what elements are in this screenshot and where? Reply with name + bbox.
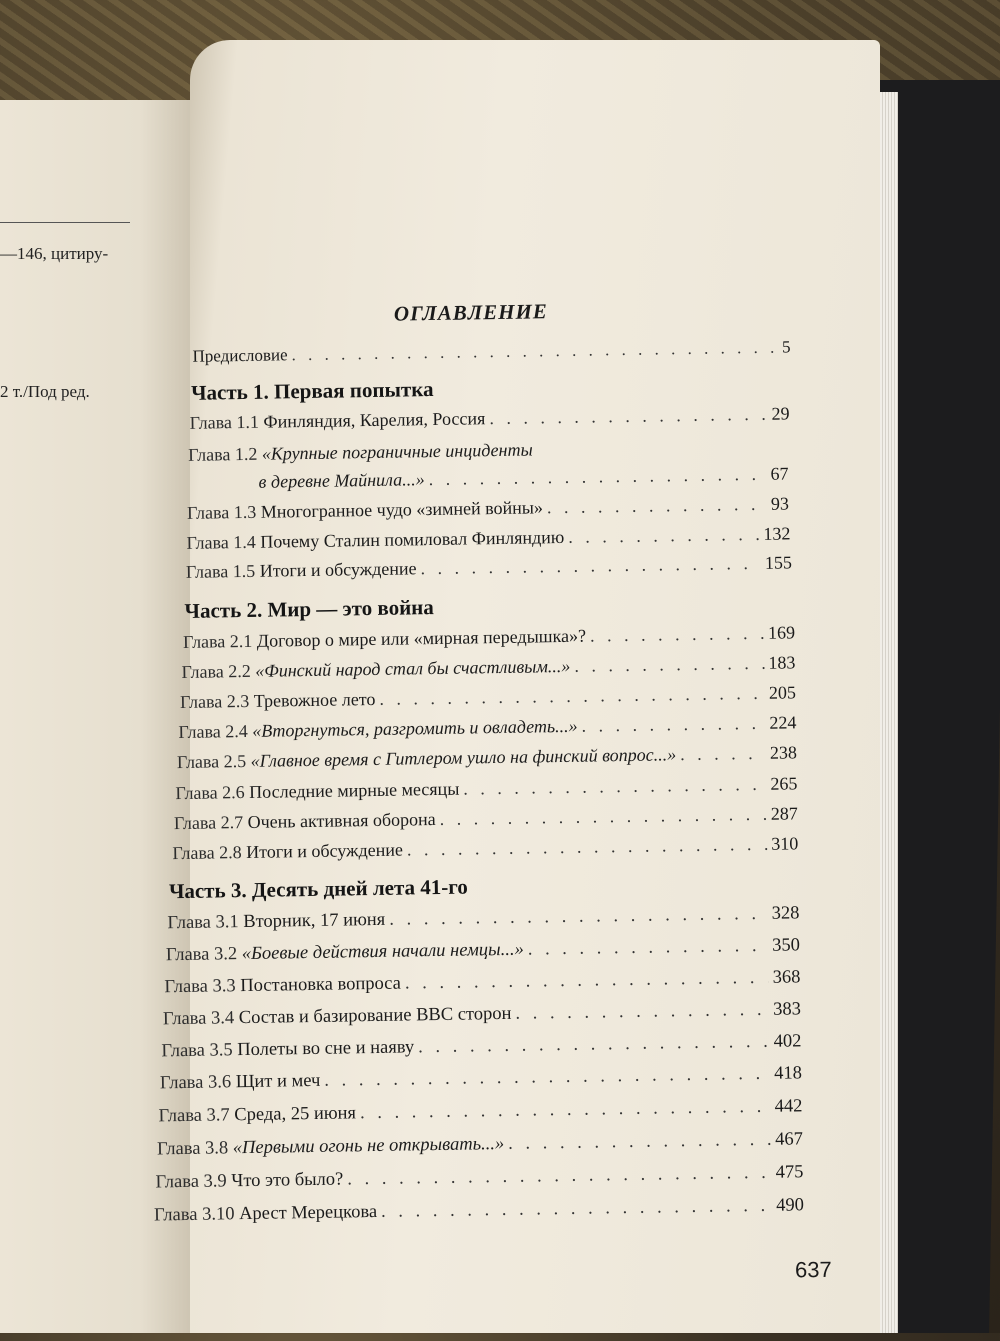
chapter-number: Глава 3.3: [164, 976, 236, 998]
chapter-title: «Главное время с Гитлером ушло на финский вопрос...»: [250, 744, 677, 771]
left-page-line: 2 т./Под ред.: [0, 382, 90, 401]
toc-row: [186, 523, 790, 553]
leader-dots: [381, 1196, 772, 1223]
toc-part-heading: Часть 3. Десять дней лета 41-го: [168, 874, 468, 904]
toc-row: [174, 803, 798, 834]
chapter-number: Глава 3.10: [153, 1204, 235, 1226]
chapter-number: Глава 1.4: [186, 531, 256, 553]
chapter-title: Состав и базирование ВВС сторон: [238, 1003, 512, 1029]
chapter-number: Глава 3.6: [159, 1072, 232, 1094]
chapter-number: Глава 1.3: [186, 501, 257, 523]
toc-row: [189, 403, 789, 433]
left-page-line: —146, цитиру-: [0, 244, 109, 263]
leader-dots: [428, 464, 766, 490]
leader-dots: [590, 623, 764, 647]
chapter-title: Договор о мире или «мирная передышка»?: [256, 625, 587, 651]
leader-dots: [291, 338, 778, 366]
toc-page-number: 402: [773, 1031, 802, 1052]
toc-row: [172, 833, 798, 864]
toc-row: [183, 622, 795, 653]
chapter-title: Постановка вопроса: [240, 973, 402, 997]
chapter-title: Вторник, 17 июня: [243, 909, 386, 933]
toc-row: [167, 903, 799, 934]
chapter-title-continuation: в деревне Майнила...»: [258, 469, 425, 492]
chapter-title: Почему Сталин помиловал Финляндию: [260, 526, 565, 552]
toc-entry-title: Предисловие: [192, 345, 288, 366]
toc-page-number: 490: [776, 1195, 805, 1216]
chapter-number: Глава 3.2: [165, 944, 238, 966]
leader-dots: [379, 683, 765, 710]
chapter-number: Глава 3.7: [158, 1105, 230, 1127]
chapter-number: Глава 3.4: [162, 1008, 235, 1030]
chapter-number: Глава 1.2: [187, 443, 258, 465]
chapter-title: Полеты во сне и наяву: [237, 1037, 415, 1061]
toc-row: [178, 712, 796, 743]
chapter-title: Итоги и обсуждение: [259, 558, 417, 581]
toc-page-number: 155: [764, 552, 793, 573]
chapter-title: Щит и меч: [235, 1070, 321, 1093]
leader-dots: [508, 1130, 771, 1155]
toc-page-number: 383: [772, 999, 802, 1020]
leader-dots: [405, 968, 769, 995]
chapter-number: Глава 1.5: [185, 560, 256, 582]
leader-dots: [360, 1097, 771, 1124]
leader-dots: [324, 1064, 770, 1092]
chapter-title: Среда, 25 июня: [234, 1103, 357, 1126]
toc-page-number: 183: [768, 652, 796, 673]
chapter-title: Последние мирные месяцы: [249, 778, 460, 802]
toc-row: [175, 773, 797, 804]
toc-part-heading: Часть 1. Первая попытка: [190, 377, 434, 405]
leader-dots: [528, 936, 769, 961]
toc-row: [161, 1031, 801, 1062]
leader-dots: [581, 713, 765, 737]
chapter-title: «Боевые действия начали немцы...»: [241, 939, 524, 965]
chapter-number: Глава 2.7: [173, 812, 244, 834]
toc-page-number: 132: [763, 523, 791, 544]
chapter-number: Глава 2.1: [182, 630, 253, 652]
chapter-title: Арест Мерецкова: [238, 1201, 378, 1225]
toc-row: [177, 742, 797, 773]
toc-page-number: 310: [771, 833, 799, 854]
chapter-number: Глава 2.4: [178, 720, 248, 743]
toc-page-number: 442: [774, 1096, 803, 1117]
toc-row: [164, 967, 800, 998]
toc-row-preface: [192, 337, 790, 366]
toc-page-number: 5: [781, 337, 791, 357]
toc-row: [186, 552, 792, 583]
toc-page-number: 328: [771, 903, 800, 924]
leader-dots: [568, 524, 759, 548]
chapter-title: Многогранное чудо «зимней войны»: [260, 497, 544, 522]
chapter-number: Глава 3.8: [156, 1138, 229, 1160]
toc-page-number: 418: [773, 1063, 803, 1084]
toc-row: [181, 652, 795, 683]
chapter-number: Глава 1.1: [189, 411, 260, 433]
leader-dots: [680, 743, 766, 765]
toc-page-number: 93: [770, 493, 790, 514]
leader-dots: [463, 774, 766, 800]
chapter-title: Финляндия, Карелия, Россия: [263, 408, 486, 432]
leader-dots: [407, 834, 768, 861]
chapter-title: Что это было?: [231, 1169, 344, 1192]
toc-row: [160, 1063, 802, 1094]
chapter-number: Глава 3.5: [161, 1040, 233, 1062]
toc-row: [157, 1129, 803, 1160]
toc-row: [158, 1096, 802, 1127]
toc-row: [180, 682, 796, 713]
leader-dots: [515, 1000, 769, 1025]
toc-row: [155, 1162, 803, 1193]
chapter-title: Итоги и обсуждение: [245, 839, 404, 863]
leader-dots: [420, 553, 761, 579]
leader-dots: [547, 494, 767, 518]
chapter-number: Глава 2.2: [181, 660, 251, 682]
toc-page-number: 467: [775, 1129, 804, 1150]
toc-row: [163, 999, 801, 1030]
chapter-number: Глава 3.9: [155, 1171, 227, 1193]
leader-dots: [574, 653, 764, 677]
chapter-title: «Финский народ стал бы счастливым...»: [255, 655, 571, 681]
page-number: 637: [794, 1256, 832, 1283]
toc-page-number: 169: [767, 622, 796, 643]
chapter-title: «Вторгнуться, разгромить и овладеть...»: [252, 715, 578, 741]
leader-dots: [489, 404, 768, 429]
leader-dots: [389, 904, 768, 931]
leader-dots: [347, 1163, 772, 1191]
toc-row-continuation: [258, 463, 788, 492]
toc-page-number: 350: [771, 935, 801, 956]
leader-dots: [440, 804, 767, 830]
toc-page-number: 67: [770, 463, 789, 484]
toc-row: [187, 493, 789, 523]
toc-title: ОГЛАВЛЕНИЕ: [393, 299, 549, 326]
toc-page-number: 475: [775, 1162, 804, 1183]
chapter-title: «Первыми огонь не открывать...»: [232, 1133, 505, 1159]
toc-page-number: 224: [769, 712, 797, 733]
toc-page-number: 368: [772, 967, 801, 988]
toc-page-number: 205: [768, 682, 797, 703]
toc-page-number: 29: [771, 403, 790, 424]
chapter-title: Тревожное лето: [253, 688, 376, 711]
toc-page-number: 265: [770, 773, 798, 794]
toc-page-number: 238: [769, 742, 798, 763]
toc-page-number: 287: [770, 803, 798, 824]
chapter-number: Глава 2.3: [179, 690, 250, 713]
toc-row: [166, 935, 800, 966]
leader-dots: [418, 1032, 770, 1059]
toc-row: [154, 1195, 804, 1226]
chapter-number: Глава 3.1: [167, 912, 239, 934]
toc-part-heading: Часть 2. Мир — это война: [184, 595, 434, 623]
chapter-number: Глава 2.6: [175, 782, 245, 804]
toc-row: [188, 435, 788, 465]
chapter-number: Глава 2.8: [172, 842, 242, 864]
chapter-title: Очень активная оборона: [247, 809, 436, 832]
chapter-number: Глава 2.5: [176, 750, 247, 773]
chapter-title: «Крупные пограничные инциденты: [261, 439, 533, 464]
